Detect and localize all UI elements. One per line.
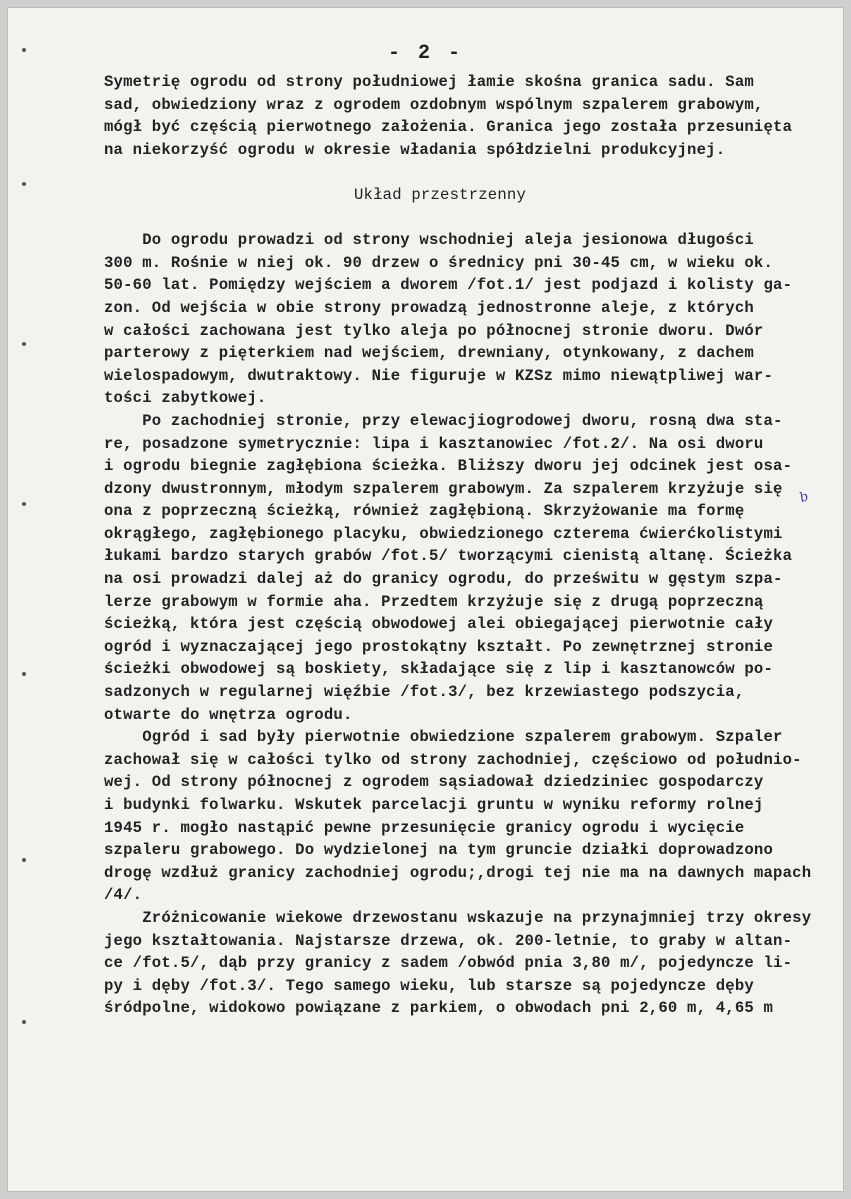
text-line: re, posadzone symetrycznie: lipa i kasztanowiec /fot.2/. Na osi dworu (104, 434, 764, 453)
text-line: Zróżnicowanie wiekowe drzewostanu wskazuje na przynajmniej trzy okresy (104, 908, 812, 927)
text-line: jego kształtowania. Najstarsze drzewa, ok. 200-letnie, to graby w altan- (104, 931, 793, 950)
text-line: i ogrodu biegnie zagłębiona ścieżka. Bliższy dworu jej odcinek jest osa- (104, 457, 793, 476)
text-line: Do ogrodu prowadzi od strony wschodniej aleja jesionowa długości (104, 231, 754, 250)
document-page (8, 8, 843, 1191)
text-line: mógł być częścią pierwotnego założenia. Granica jego została przesunięta (104, 118, 793, 137)
text-line: tości zabytkowej. (104, 389, 267, 408)
punch-hole-mark (22, 182, 26, 186)
text-line: sad, obwiedziony wraz z ogrodem ozdobnym wspólnym szpalerem grabowym, (104, 95, 764, 114)
punch-hole-mark (22, 342, 26, 346)
text-line: dzony dwustronnym, młodym szpalerem grabowym. Za szpalerem krzyżuje się (104, 479, 783, 498)
text-line: śródpolne, widokowo powiązane z parkiem, o obwodach pni 2,60 m, 4,65 m (104, 999, 774, 1018)
punch-hole-mark (22, 858, 26, 862)
punch-hole-mark (22, 502, 26, 506)
text-line: i budynki folwarku. Wskutek parcelacji gruntu w wyniku reformy rolnej (104, 796, 764, 814)
text-line: parterowy z pięterkiem nad wejściem, drewniany, otynkowany, z dachem (104, 344, 754, 363)
page-number: - 2 - (387, 42, 463, 65)
text-line: Symetrię ogrodu od strony południowej łamie skośna granica sadu. Sam (104, 73, 754, 91)
text-line: drogę wzdłuż granicy zachodniej ogrodu;,drogi tej nie ma na dawnych mapach (104, 863, 812, 882)
text-line: Po zachodniej stronie, przy elewacjiogrodowej dworu, rosną dwa sta- (104, 411, 783, 430)
text-line: otwarte do wnętrza ogrodu. (104, 705, 353, 724)
text-line: py i dęby /fot.3/. Tego samego wieku, lub starsze są pojedyncze dęby (104, 976, 754, 995)
text-line: ogród i wyznaczającej jego prostokątny kształt. Po zewnętrznej stronie (104, 637, 774, 656)
text-line: w całości zachowana jest tylko aleja po północnej stronie dworu. Dwór (104, 321, 764, 340)
text-line: okrągłego, zagłębionego placyku, obwiedzionego czterema ćwierćkolistymi (104, 524, 783, 543)
text-line: ona z poprzeczną ścieżką, również zagłębioną. Skrzyżowanie ma formę (104, 502, 745, 521)
blank-line (104, 207, 824, 230)
section-heading: Układ przestrzenny (354, 185, 527, 204)
text-line: /4/. (104, 886, 143, 905)
text-line: 50-60 lat. Pomiędzy wejściem a dworem /fot.1/ jest podjazd i kolisty ga- (104, 276, 793, 295)
text-line: na osi prowadzi dalej aż do granicy ogrodu, do prześwitu w gęstym szpa- (104, 570, 783, 589)
text-line: zachował się w całości tylko od strony zachodniej, częściowo od południo- (104, 750, 802, 769)
text-line: ścieżką, która jest częścią obwodowej alei obiegającej pierwotnie cały (104, 615, 774, 634)
text-line: zon. Od wejścia w obie strony prowadzą jednostronne aleje, z których (104, 298, 754, 317)
text-line: wej. Od strony północnej z ogrodem sąsiadował dziedziniec gospodarczy (104, 773, 764, 792)
handwritten-correction: b (797, 489, 811, 506)
text-line: 300 m. Rośnie w niej ok. 90 drzew o średnicy pni 30-45 cm, w wieku ok. (104, 253, 774, 272)
text-line: na niekorzyść ogrodu w okresie władania spółdzielni produkcyjnej. (104, 140, 726, 159)
punch-hole-mark (22, 1020, 26, 1024)
text-line: lerze grabowym w formie aha. Przedtem krzyżuje się z drugą poprzeczną (104, 592, 764, 611)
text-line: ścieżki obwodowej są boskiety, składające się z lip i kasztanowców po- (104, 660, 774, 679)
text-line: ce /fot.5/, dąb przy granicy z sadem /obwód pnia 3,80 m/, pojedyncze li- (104, 954, 793, 973)
text-line: łukami bardzo starych grabów /fot.5/ tworzącymi cienistą altanę. Ścieżka (104, 547, 793, 566)
text-line: szpaleru grabowego. Do wydzielonej na tym gruncie działki doprowadzono (104, 841, 774, 860)
blank-line (104, 161, 824, 184)
text-line: Ogród i sad były pierwotnie obwiedzione szpalerem grabowym. Szpaler (104, 728, 783, 747)
text-line: 1945 r. mogło nastąpić pewne przesunięcie granicy ogrodu i wycięcie (104, 818, 745, 837)
punch-hole-mark (22, 672, 26, 676)
text-line: sadzonych w regularnej więźbie /fot.3/, bez krzewiastego podszycia, (104, 683, 745, 702)
text-line: wielospadowym, dwutraktowy. Nie figuruje w KZSz mimo niewątpliwej war- (104, 366, 774, 385)
document-body (104, 71, 824, 1020)
